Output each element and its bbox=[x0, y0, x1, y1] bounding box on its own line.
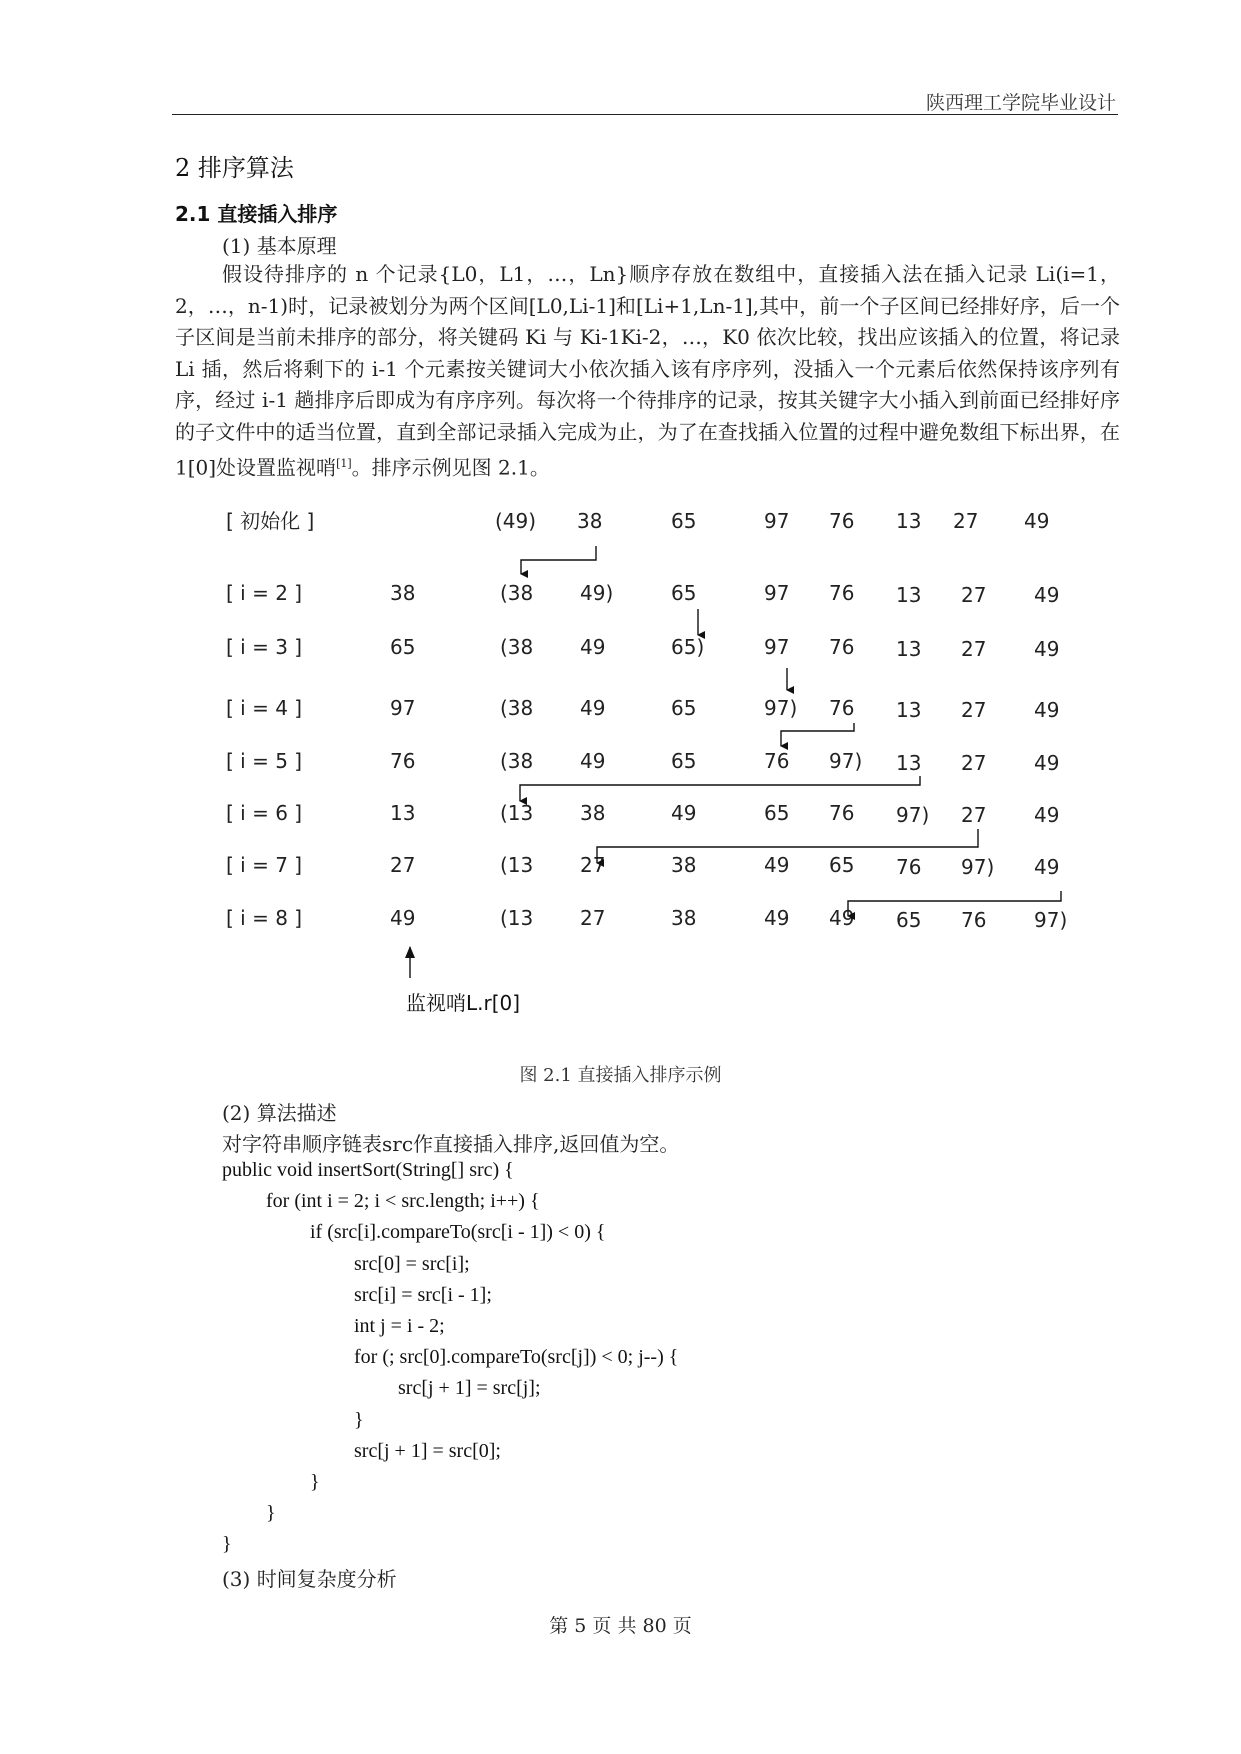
array-cell: 49 bbox=[1034, 855, 1060, 879]
array-cell: 97) bbox=[896, 803, 930, 827]
code-line: int j = i - 2; bbox=[354, 1315, 445, 1337]
page-footer: 第 5 页 共 80 页 bbox=[549, 1615, 692, 1637]
array-cell: 27 bbox=[961, 583, 987, 607]
principle-heading: (1) 基本原理 bbox=[222, 234, 337, 258]
array-cell: 76 bbox=[829, 696, 855, 720]
array-cell: (13 bbox=[500, 853, 534, 877]
array-cell: 65 bbox=[671, 509, 697, 533]
sentinel-value: 27 bbox=[390, 853, 416, 877]
array-cell: 76 bbox=[961, 908, 987, 932]
array-cell: 49 bbox=[1034, 751, 1060, 775]
array-cell: 49 bbox=[580, 749, 606, 773]
arrow-row1 bbox=[521, 546, 596, 574]
array-cell: 76 bbox=[896, 855, 922, 879]
row-label: [ 初始化 ] bbox=[226, 509, 315, 533]
array-cell: 97) bbox=[961, 855, 995, 879]
array-cell: 27 bbox=[961, 803, 987, 827]
row-label: [ i = 7 ] bbox=[226, 853, 303, 877]
array-cell: 49 bbox=[580, 635, 606, 659]
subsection-title: 2.1 直接插入排序 bbox=[175, 202, 338, 226]
code-line: if (src[i].compareTo(src[i - 1]) < 0) { bbox=[310, 1221, 606, 1244]
arrow-row7 bbox=[848, 891, 1061, 916]
array-cell: 13 bbox=[896, 698, 922, 722]
array-cell: 27 bbox=[961, 751, 987, 775]
array-cell: 97) bbox=[1034, 908, 1068, 932]
row-label: [ i = 5 ] bbox=[226, 749, 303, 773]
array-cell: 38 bbox=[580, 801, 606, 825]
row-label: [ i = 8 ] bbox=[226, 906, 303, 930]
row-label: [ i = 6 ] bbox=[226, 801, 303, 825]
array-cell: 65 bbox=[671, 696, 697, 720]
array-cell: 27 bbox=[961, 637, 987, 661]
array-cell: 97 bbox=[764, 635, 790, 659]
section-title: 2 排序算法 bbox=[175, 154, 294, 182]
array-cell: (38 bbox=[500, 749, 534, 773]
array-cell: 76 bbox=[829, 801, 855, 825]
code-line: } bbox=[354, 1408, 364, 1431]
array-cell: 97 bbox=[764, 581, 790, 605]
array-cell: (13 bbox=[500, 906, 534, 930]
array-cell: 49 bbox=[1034, 637, 1060, 661]
sentinel-value: 38 bbox=[390, 581, 416, 605]
array-cell: 13 bbox=[896, 637, 922, 661]
sentinel-value: 97 bbox=[390, 696, 416, 720]
array-cell: 65 bbox=[829, 853, 855, 877]
sentinel-value: 65 bbox=[390, 635, 416, 659]
sentinel-value: 49 bbox=[390, 906, 416, 930]
array-cell: 49) bbox=[580, 581, 614, 605]
array-cell: 38 bbox=[671, 853, 697, 877]
array-cell: 97) bbox=[829, 749, 863, 773]
array-cell: 49 bbox=[764, 853, 790, 877]
array-cell: 27 bbox=[953, 509, 979, 533]
array-cell: 38 bbox=[671, 906, 697, 930]
array-cell: 38 bbox=[577, 509, 603, 533]
figure-rows bbox=[226, 509, 1067, 932]
array-cell: 13 bbox=[896, 751, 922, 775]
sentinel-value: 13 bbox=[390, 801, 416, 825]
array-cell: (38 bbox=[500, 635, 534, 659]
array-cell: 49 bbox=[671, 801, 697, 825]
array-cell: 76 bbox=[829, 509, 855, 533]
array-cell: 76 bbox=[829, 581, 855, 605]
code-line: src[0] = src[i]; bbox=[354, 1252, 470, 1275]
code-line: for (int i = 2; i < src.length; i++) { bbox=[266, 1190, 540, 1213]
code-line: for (; src[0].compareTo(src[j]) < 0; j--) { bbox=[354, 1346, 679, 1369]
arrow-row5 bbox=[520, 776, 920, 801]
array-cell: (38 bbox=[500, 581, 534, 605]
page-header-title: 陕西理工学院毕业设计 bbox=[925, 92, 1116, 114]
array-cell: (13 bbox=[500, 801, 534, 825]
array-cell: (49) bbox=[495, 509, 537, 533]
code-line: } bbox=[222, 1533, 232, 1556]
array-cell: 65 bbox=[671, 749, 697, 773]
array-cell: 97 bbox=[764, 509, 790, 533]
array-cell: 65) bbox=[671, 635, 705, 659]
array-cell: 76 bbox=[764, 749, 790, 773]
array-cell: 49 bbox=[1034, 583, 1060, 607]
array-cell: 97) bbox=[764, 696, 798, 720]
complexity-heading: (3) 时间复杂度分析 bbox=[222, 1567, 397, 1591]
code-line: public void insertSort(String[] src) { bbox=[222, 1159, 514, 1181]
array-cell: 49 bbox=[1034, 803, 1060, 827]
row-label: [ i = 3 ] bbox=[226, 635, 303, 659]
arrow-row4 bbox=[781, 723, 854, 746]
array-cell: 49 bbox=[1034, 698, 1060, 722]
array-cell: 13 bbox=[896, 583, 922, 607]
sentinel-value: 76 bbox=[390, 749, 416, 773]
array-cell: 76 bbox=[829, 635, 855, 659]
figure-caption: 图 2.1 直接插入排序示例 bbox=[519, 1065, 722, 1086]
paragraph-end: 。排序示例见图 2.1。 bbox=[351, 455, 550, 480]
row-label: [ i = 4 ] bbox=[226, 696, 303, 720]
paragraph-text: 假设待排序的 n 个记录{L0，L1，…，Ln}顺序存放在数组中，直接插入法在插入记录 Li(i=1，2，…，n-1)时，记录被划分为两个区间[L0,Li-1]和[Li+1,Ln-1],其中，前一个子区间已经排好序，后一个子区间是当前未排序的部分，将关键码 Ki 与 Ki-1Ki-2，…，K0 依次比较，找出应该插入的位置，将记录 Li 插，然后将剩下的 i-1 个元素按关键词大小依次插入该有序序列，没插入一个元素后依然保持该序列有序，经过 i-1 趟排序后即成为有序序列。每次将一个待排序的记录，按其关键字大小插入到前面已经排好序的子文件中的适当位置，直到全部记录插入完成为止，为了在查找插入位置的过程中避免数组下标出界，在 1[0]处设置监视哨 bbox=[175, 262, 1120, 480]
array-cell: 13 bbox=[896, 509, 922, 533]
array-cell: 27 bbox=[961, 698, 987, 722]
array-cell: 27 bbox=[580, 906, 606, 930]
code-line: } bbox=[266, 1502, 276, 1525]
array-cell: 49 bbox=[1024, 509, 1050, 533]
code-line: src[j + 1] = src[j]; bbox=[398, 1377, 541, 1400]
array-cell: 65 bbox=[764, 801, 790, 825]
algorithm-heading: (2) 算法描述 bbox=[222, 1101, 337, 1125]
code-line: src[i] = src[i - 1]; bbox=[354, 1283, 492, 1306]
code-line: src[j + 1] = src[0]; bbox=[354, 1439, 501, 1462]
array-cell: 65 bbox=[671, 581, 697, 605]
citation-ref: [1] bbox=[336, 457, 352, 470]
algorithm-description: 对字符串顺序链表src作直接插入排序,返回值为空。 bbox=[222, 1132, 680, 1156]
array-cell: (38 bbox=[500, 696, 534, 720]
array-cell: 27 bbox=[580, 853, 606, 877]
sentinel-label: 监视哨L.r[0] bbox=[406, 991, 521, 1015]
array-cell: 65 bbox=[896, 908, 922, 932]
array-cell: 49 bbox=[829, 906, 855, 930]
array-cell: 49 bbox=[580, 696, 606, 720]
code-line: } bbox=[310, 1471, 320, 1493]
array-cell: 49 bbox=[764, 906, 790, 930]
row-label: [ i = 2 ] bbox=[226, 581, 303, 605]
